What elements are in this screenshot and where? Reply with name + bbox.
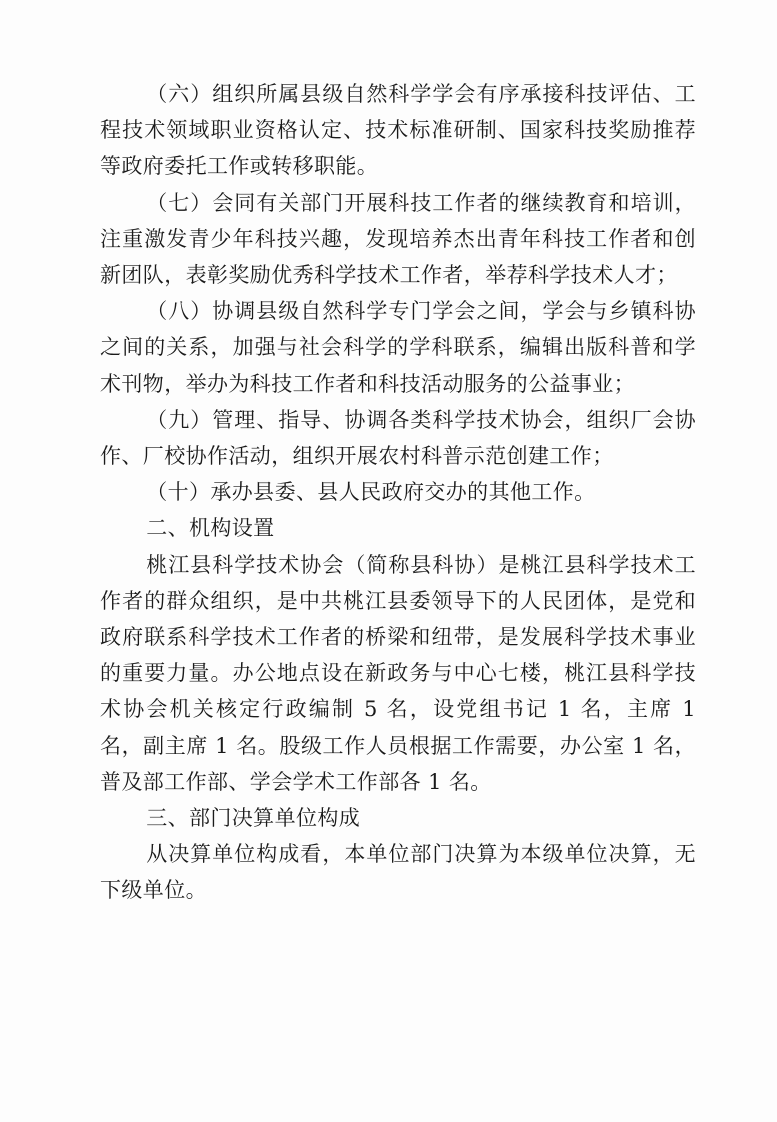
paragraph-item-10: （十）承办县委、县人民政府交办的其他工作。	[146, 480, 596, 505]
section-heading-organization: 二、机构设置	[146, 516, 275, 541]
section-heading-budget-units: 三、部门决算单位构成	[146, 806, 361, 831]
paragraph-item-7: （七）会同有关部门开展科技工作者的继续教育和培训，注重激发青少年科技兴趣，发现培养杰出青年科技工作者和创新团队，表彰奖励优秀科学技术工作者，举荐科学技术人才；	[100, 190, 696, 288]
section-body-organization: 桃江县科学技术协会（简称县科协）是桃江县科学技术工作者的群众组织，是中共桃江县委领导下的人民团体，是党和政府联系科学技术工作者的桥梁和纽带，是发展科学技术事业的重要力量。办公地点设在新政务与中心七楼，桃江县科学技术协会机关核定行政编制 5 名，设党组书记 1 名，主席 1 名，副主席 1 名。股级工作人员根据工作需要，办公室 1 名，普及部工作部、学会学术工作部各 1 名。	[100, 552, 696, 794]
document-body	[100, 76, 696, 909]
paragraph-item-8: （八）协调县级自然科学专门学会之间，学会与乡镇科协之间的关系，加强与社会科学的学科联系，编辑出版科普和学术刊物，举办为科技工作者和科技活动服务的公益事业；	[100, 299, 696, 396]
paragraph-item-6: （六）组织所属县级自然科学学会有序承接科技评估、工程技术领域职业资格认定、技术标准研制、国家科技奖励推荐等政府委托工作或转移职能。	[100, 82, 696, 179]
section-body-budget-units: 从决算单位构成看，本单位部门决算为本级单位决算，无下级单位。	[100, 842, 696, 903]
paragraph-item-9: （九）管理、指导、协调各类科学技术协会，组织厂会协作、厂校协作活动，组织开展农村科普示范创建工作；	[100, 407, 696, 469]
